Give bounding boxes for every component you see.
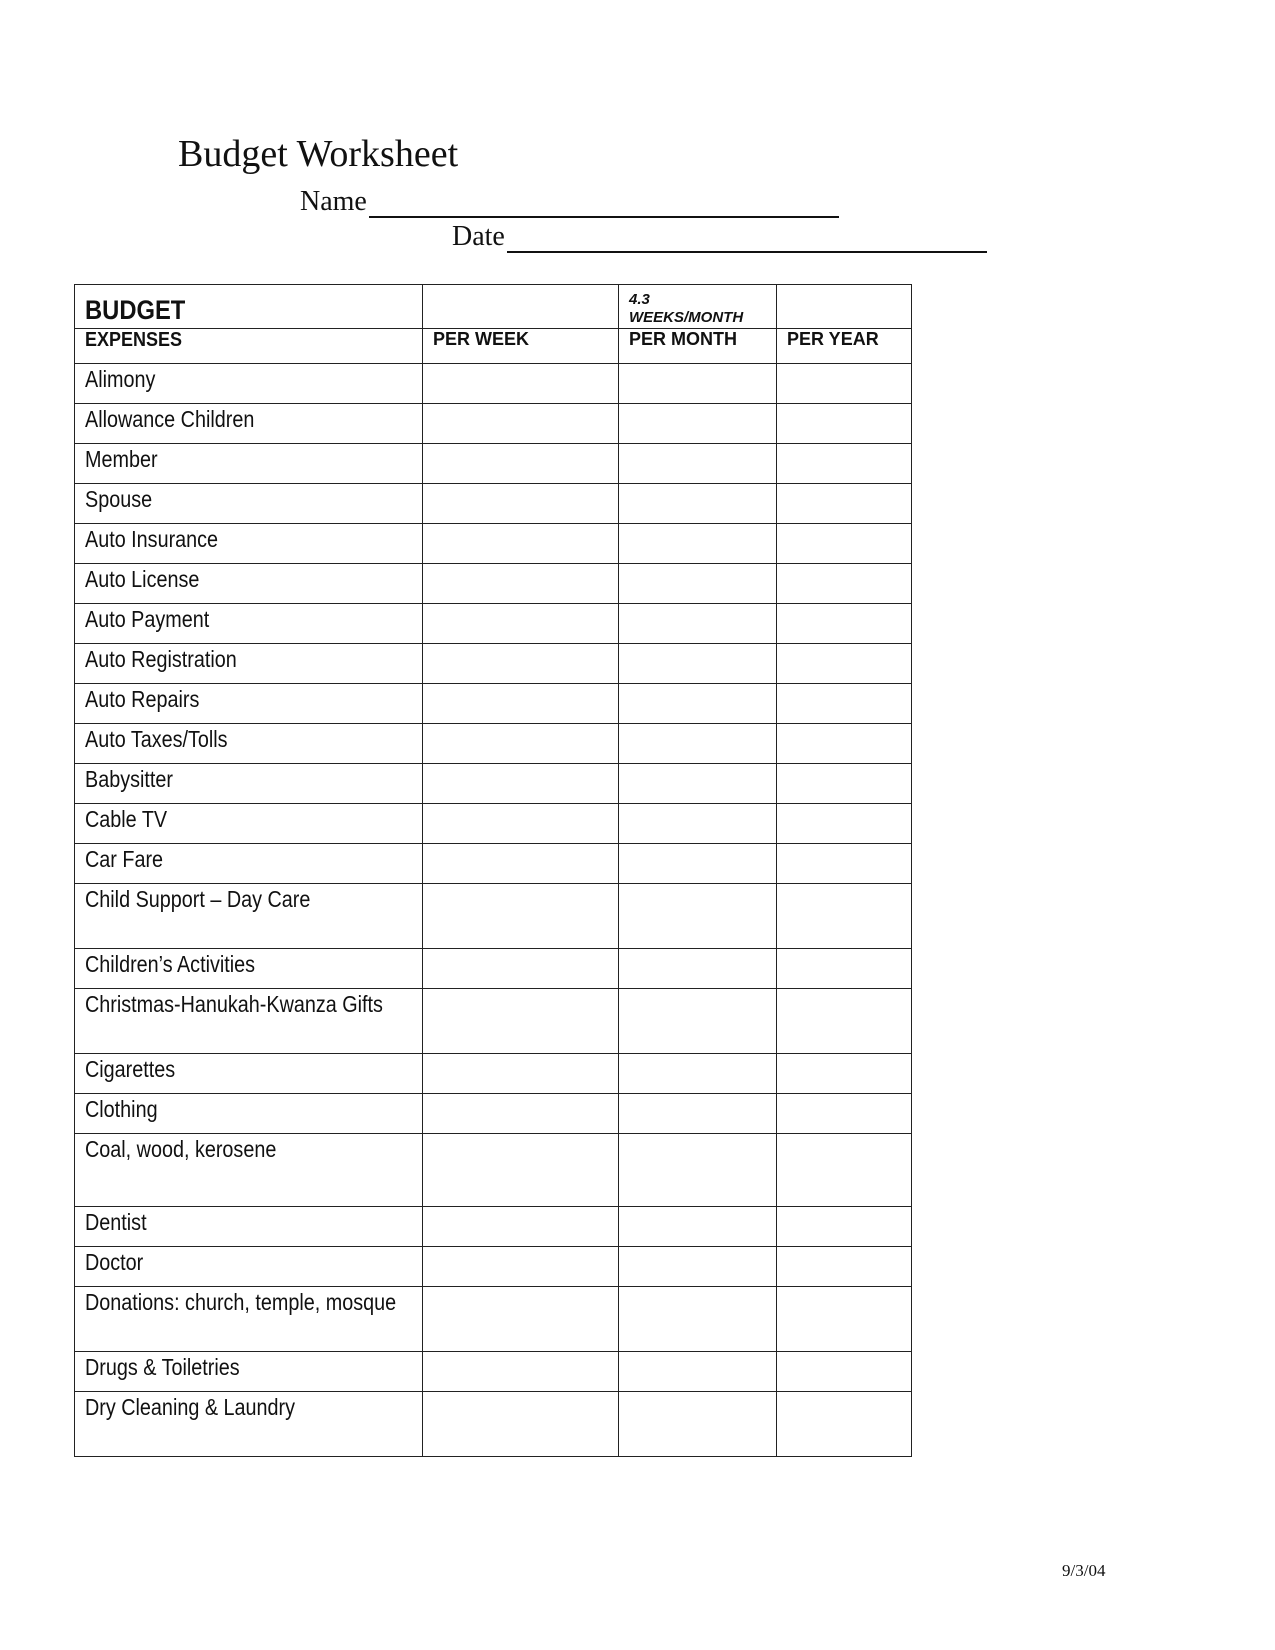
- per-month-input-cell[interactable]: [619, 1392, 777, 1457]
- expense-name-cell: [75, 1207, 423, 1247]
- expense-name-cell: [75, 484, 423, 524]
- expense-name-cell: [75, 844, 423, 884]
- per-year-header: PER YEAR: [787, 329, 879, 349]
- expense-name-cell: [75, 949, 423, 989]
- per-month-input-cell[interactable]: [619, 1287, 777, 1352]
- per-month-input-cell[interactable]: [619, 564, 777, 604]
- page-title: Budget Worksheet: [178, 133, 459, 175]
- per-month-input-cell[interactable]: [619, 1207, 777, 1247]
- per-week-input-cell[interactable]: [423, 1054, 619, 1094]
- table-row: [75, 404, 912, 444]
- per-year-input-cell[interactable]: [777, 949, 912, 989]
- per-year-input-cell[interactable]: [777, 1134, 912, 1207]
- per-year-header-cell: [777, 329, 912, 364]
- per-month-input-cell[interactable]: [619, 989, 777, 1054]
- per-month-input-cell[interactable]: [619, 644, 777, 684]
- expense-name-cell: [75, 444, 423, 484]
- expense-label: Cable TV: [85, 806, 168, 832]
- expense-label: Auto Repairs: [85, 686, 200, 712]
- per-week-input-cell[interactable]: [423, 404, 619, 444]
- per-month-input-cell[interactable]: [619, 724, 777, 764]
- per-month-input-cell[interactable]: [619, 949, 777, 989]
- table-row: [75, 644, 912, 684]
- per-week-input-cell[interactable]: [423, 764, 619, 804]
- table-row: [75, 1134, 912, 1207]
- date-label: Date: [452, 221, 505, 252]
- per-year-input-cell[interactable]: [777, 1207, 912, 1247]
- table-row: [75, 804, 912, 844]
- budget-label: BUDGET: [85, 295, 186, 325]
- per-year-input-cell[interactable]: [777, 604, 912, 644]
- per-month-input-cell[interactable]: [619, 1054, 777, 1094]
- expense-label: Member: [85, 446, 158, 472]
- per-week-input-cell[interactable]: [423, 724, 619, 764]
- table-row: [75, 1287, 912, 1352]
- per-week-input-cell[interactable]: [423, 364, 619, 404]
- per-week-header: PER WEEK: [433, 329, 530, 349]
- expense-label: Christmas-Hanukah-Kwanza Gifts: [85, 991, 383, 1017]
- expense-name-cell: [75, 364, 423, 404]
- expenses-header-cell: [75, 329, 423, 364]
- per-year-input-cell[interactable]: [777, 1054, 912, 1094]
- table-row: [75, 1207, 912, 1247]
- expense-label: Dry Cleaning & Laundry: [85, 1394, 296, 1420]
- expense-name-cell: [75, 764, 423, 804]
- table-row: [75, 844, 912, 884]
- per-month-input-cell[interactable]: [619, 804, 777, 844]
- expense-label: Clothing: [85, 1096, 158, 1122]
- header-blank-cell: [777, 285, 912, 329]
- budget-header-cell: [75, 285, 423, 329]
- expense-name-cell: [75, 1392, 423, 1457]
- expense-label: Auto Taxes/Tolls: [85, 726, 228, 752]
- per-week-input-cell[interactable]: [423, 949, 619, 989]
- per-year-input-cell[interactable]: [777, 1287, 912, 1352]
- expense-label: Auto License: [85, 566, 200, 592]
- per-week-input-cell[interactable]: [423, 1352, 619, 1392]
- table-row: [75, 364, 912, 404]
- per-month-input-cell[interactable]: [619, 1247, 777, 1287]
- per-month-input-cell[interactable]: [619, 684, 777, 724]
- expense-label: Auto Insurance: [85, 526, 219, 552]
- per-week-input-cell[interactable]: [423, 884, 619, 949]
- table-row: [75, 884, 912, 949]
- per-month-input-cell[interactable]: [619, 524, 777, 564]
- per-year-input-cell[interactable]: [777, 1352, 912, 1392]
- weeks-per-month-note: 4.3 WEEKS/MONTH: [629, 291, 744, 326]
- expense-name-cell: [75, 604, 423, 644]
- name-blank-line[interactable]: [369, 192, 839, 218]
- table-row: [75, 564, 912, 604]
- per-year-input-cell[interactable]: [777, 404, 912, 444]
- expense-name-cell: [75, 684, 423, 724]
- date-blank-line[interactable]: [507, 227, 987, 253]
- expense-name-cell: [75, 524, 423, 564]
- expense-name-cell: [75, 1134, 423, 1207]
- per-week-input-cell[interactable]: [423, 1247, 619, 1287]
- per-year-input-cell[interactable]: [777, 1094, 912, 1134]
- per-year-input-cell[interactable]: [777, 989, 912, 1054]
- expense-label: Child Support – Day Care: [85, 886, 311, 912]
- table-row: [75, 1352, 912, 1392]
- per-week-input-cell[interactable]: [423, 1392, 619, 1457]
- per-week-input-cell[interactable]: [423, 524, 619, 564]
- per-week-input-cell[interactable]: [423, 989, 619, 1054]
- budget-table: [74, 284, 912, 1457]
- name-field[interactable]: [300, 186, 839, 218]
- table-row: [75, 524, 912, 564]
- per-year-input-cell[interactable]: [777, 484, 912, 524]
- per-month-input-cell[interactable]: [619, 404, 777, 444]
- table-row: [75, 484, 912, 524]
- per-month-input-cell[interactable]: [619, 844, 777, 884]
- expenses-label: EXPENSES: [85, 329, 183, 351]
- per-month-header-cell: [619, 329, 777, 364]
- expense-name-cell: [75, 404, 423, 444]
- table-row: [75, 724, 912, 764]
- per-year-input-cell[interactable]: [777, 804, 912, 844]
- table-row: [75, 989, 912, 1054]
- per-week-input-cell[interactable]: [423, 1134, 619, 1207]
- expense-name-cell: [75, 1094, 423, 1134]
- per-year-input-cell[interactable]: [777, 364, 912, 404]
- expense-label: Donations: church, temple, mosque: [85, 1289, 397, 1315]
- expense-label: Auto Registration: [85, 646, 237, 672]
- table-row: [75, 949, 912, 989]
- header-row-top: [75, 285, 912, 329]
- expense-label: Dentist: [85, 1209, 147, 1235]
- per-year-input-cell[interactable]: [777, 644, 912, 684]
- header-row-columns: [75, 329, 912, 364]
- expense-label: Spouse: [85, 486, 153, 512]
- expense-label: Cigarettes: [85, 1056, 176, 1082]
- table-row: [75, 1094, 912, 1134]
- name-label: Name: [300, 186, 367, 217]
- expense-name-cell: [75, 1054, 423, 1094]
- expense-name-cell: [75, 1247, 423, 1287]
- per-month-input-cell[interactable]: [619, 604, 777, 644]
- date-field[interactable]: [452, 221, 987, 253]
- per-week-input-cell[interactable]: [423, 804, 619, 844]
- per-month-input-cell[interactable]: [619, 764, 777, 804]
- per-week-input-cell[interactable]: [423, 604, 619, 644]
- table-row: [75, 1392, 912, 1457]
- expense-label: Alimony: [85, 366, 156, 392]
- per-month-input-cell[interactable]: [619, 444, 777, 484]
- per-month-header: PER MONTH: [629, 329, 737, 349]
- footer-date: 9/3/04: [1062, 1561, 1106, 1580]
- per-week-input-cell[interactable]: [423, 1287, 619, 1352]
- weeks-per-month-cell: [619, 285, 777, 329]
- expense-label: Car Fare: [85, 846, 164, 872]
- per-month-input-cell[interactable]: [619, 1094, 777, 1134]
- expense-name-cell: [75, 884, 423, 949]
- per-week-header-cell: [423, 329, 619, 364]
- table-row: [75, 1247, 912, 1287]
- table-row: [75, 444, 912, 484]
- per-week-input-cell[interactable]: [423, 484, 619, 524]
- per-year-input-cell[interactable]: [777, 764, 912, 804]
- expense-label: Doctor: [85, 1249, 144, 1275]
- expense-label: Children’s Activities: [85, 951, 256, 977]
- expense-label: Allowance Children: [85, 406, 255, 432]
- per-year-input-cell[interactable]: [777, 444, 912, 484]
- table-row: [75, 684, 912, 724]
- expense-name-cell: [75, 564, 423, 604]
- per-week-input-cell[interactable]: [423, 1094, 619, 1134]
- per-month-input-cell[interactable]: [619, 1134, 777, 1207]
- table-row: [75, 604, 912, 644]
- per-month-input-cell[interactable]: [619, 884, 777, 949]
- table-row: [75, 764, 912, 804]
- per-year-input-cell[interactable]: [777, 524, 912, 564]
- expense-name-cell: [75, 1287, 423, 1352]
- expense-name-cell: [75, 644, 423, 684]
- per-month-input-cell[interactable]: [619, 484, 777, 524]
- expense-name-cell: [75, 804, 423, 844]
- per-week-input-cell[interactable]: [423, 564, 619, 604]
- table-row: [75, 1054, 912, 1094]
- per-month-input-cell[interactable]: [619, 364, 777, 404]
- per-week-input-cell[interactable]: [423, 844, 619, 884]
- expense-label: Auto Payment: [85, 606, 210, 632]
- per-month-input-cell[interactable]: [619, 1352, 777, 1392]
- per-year-input-cell[interactable]: [777, 684, 912, 724]
- expense-name-cell: [75, 1352, 423, 1392]
- expense-label: Drugs & Toiletries: [85, 1354, 240, 1380]
- per-year-input-cell[interactable]: [777, 724, 912, 764]
- per-week-input-cell[interactable]: [423, 644, 619, 684]
- expense-name-cell: [75, 724, 423, 764]
- per-year-input-cell[interactable]: [777, 884, 912, 949]
- expense-name-cell: [75, 989, 423, 1054]
- per-year-input-cell[interactable]: [777, 844, 912, 884]
- per-year-input-cell[interactable]: [777, 564, 912, 604]
- per-week-input-cell[interactable]: [423, 444, 619, 484]
- per-week-input-cell[interactable]: [423, 1207, 619, 1247]
- header-blank-cell: [423, 285, 619, 329]
- per-year-input-cell[interactable]: [777, 1392, 912, 1457]
- per-week-input-cell[interactable]: [423, 684, 619, 724]
- per-year-input-cell[interactable]: [777, 1247, 912, 1287]
- expense-label: Babysitter: [85, 766, 173, 792]
- expense-label: Coal, wood, kerosene: [85, 1136, 277, 1162]
